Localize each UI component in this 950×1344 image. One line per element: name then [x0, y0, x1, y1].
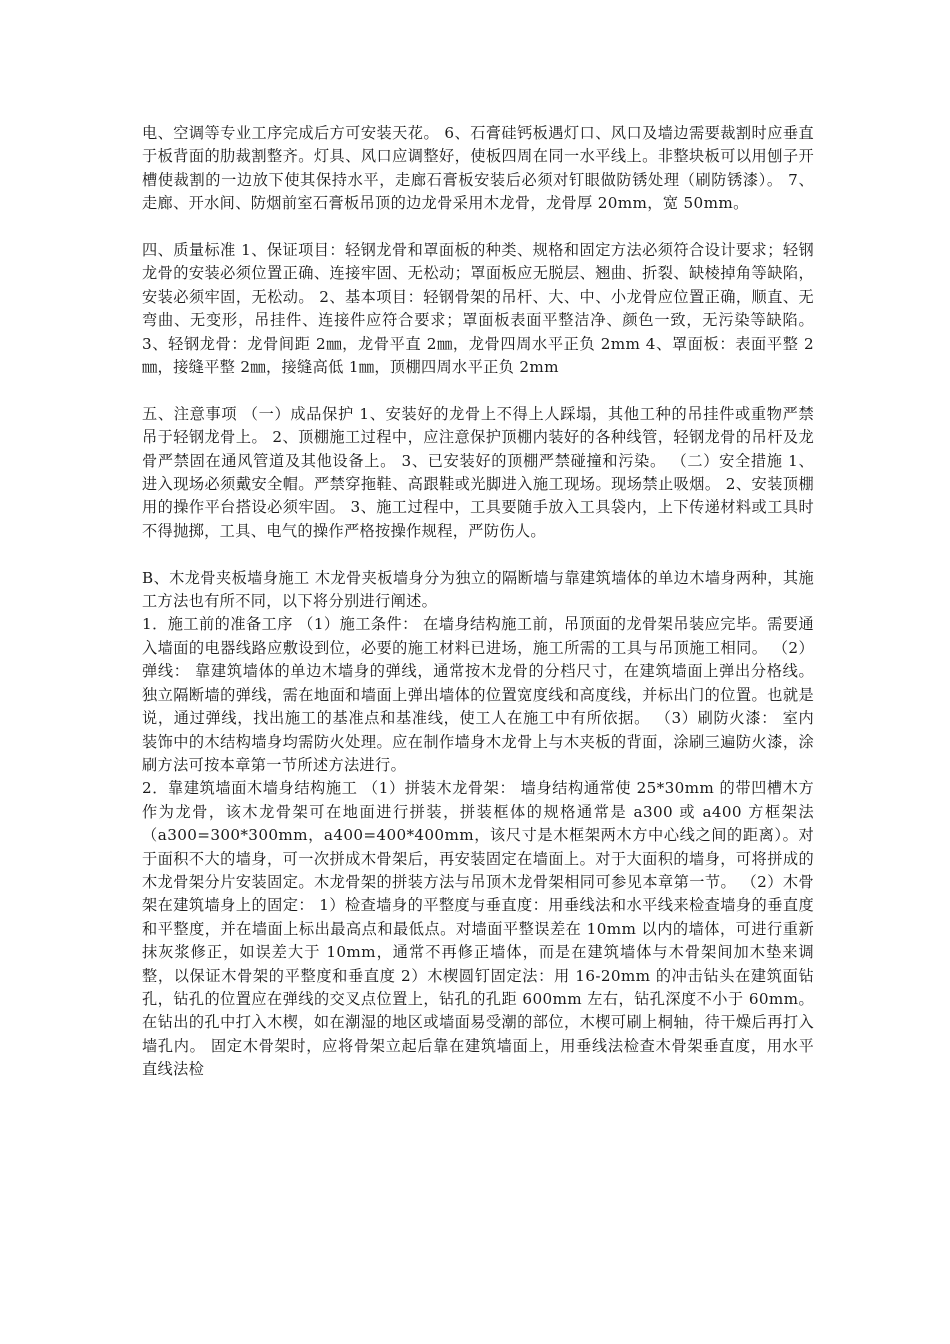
paragraph-wall-structure: 2．靠建筑墙面木墙身结构施工 （1）拼装木龙骨架： 墙身结构通常使 25*30mm 的带凹槽木方作为龙骨，该木龙骨架可在地面进行拼装，拼装框体的规格通常是 a300 或 a400 方框架法（a300=300*300mm，a400=400*400mm，该尺寸是木框架两木方中心线之间的距离）。对于面积不大的墙身，可一次拼成木骨架后，再安装固定在墙面上。对于大面积的墙身，可将拼成的木龙骨架分片安装固定。木龙骨架的拼装方法与吊顶木龙骨架相同可参见本章第一节。 （2）木骨架在建筑墙身上的固定： 1）检查墙身的平整度与垂直度：用垂线法和水平线来检查墙身的垂直度和平整度，并在墙面上标出最高点和最低点。对墙面平整误差在 10mm 以内的墙体，可进行重新抹灰浆修正，如误差大于 10mm，通常不再修正墙体，而是在建筑墙体与木骨架间加木垫来调整，以保证木骨架的平整度和垂直度 2）木楔圆钉固定法：用 16-20mm 的冲击钻头在建筑面钻孔，钻孔的位置应在弹线的交叉点位置上，钻孔的孔距 600mm 左右，钻孔深度不小于 60mm。在钻出的孔中打入木楔，如在潮湿的地区或墙面易受潮的部位，木楔可刷上桐轴，待干燥后再打入墙孔内。 固定木骨架时，应将骨架立起后靠在建筑墙面上，用垂线法检查木骨架垂直度，用水平直线法检: [142, 779, 814, 1079]
paragraph-preparation: 1．施工前的准备工序 （1）施工条件： 在墙身结构施工前，吊顶面的龙骨架吊装应完毕。需要通入墙面的电器线路应敷设到位，必要的施工材料已进场，施工所需的工具与吊顶施工相同。 （2）弹线： 靠建筑墙体的单边木墙身的弹线，通常按木龙骨的分档尺寸，在建筑墙面上弹出分格线。 独立隔断墙的弹线，需在地面和墙面上弹出墙体的位置宽度线和高度线，并标出门的位置。也就是说，通过弹线，找出施工的基准点和基准线，使工人在施工中有所依据。 （3）刷防火漆： 室内装饰中的木结构墙身均需防火处理。应在制作墙身木龙骨上与木夹板的背面，涂刷三遍防火漆，涂刷方法可按本章第一节所述方法进行。: [142, 615, 814, 774]
paragraph-spacer: [142, 216, 814, 239]
paragraph-quality-standards: 四、质量标准 1、保证项目：轻钢龙骨和罩面板的种类、规格和固定方法必须符合设计要求；轻钢龙骨的安装必须位置正确、连接牢固、无松动；罩面板应无脱层、翘曲、折裂、缺棱掉角等缺陷，安装必须牢固，无松动。 2、基本项目：轻钢骨架的吊杆、大、中、小龙骨应位置正确，顺直、无弯曲、无变形，吊挂件、连接件应符合要求；罩面板表面平整洁净、颜色一致，无污染等缺陷。 3、轻钢龙骨：龙骨间距 2㎜，龙骨平直 2㎜，龙骨四周水平正负 2mm 4、罩面板：表面平整 2㎜，接缝平整 2㎜，接缝高低 1㎜，顶棚四周水平正负 2mm: [142, 241, 814, 377]
paragraph-spacer: [142, 379, 814, 402]
paragraph-ceiling-installation: 电、空调等专业工序完成后方可安装天花。 6、石膏硅钙板遇灯口、风口及墙边需要裁割时应垂直于板背面的肋裁割整齐。灯具、风口应调整好，使板四周在同一水平线上。非整块板可以用刨子开槽使裁割的一边放下使其保持水平，走廊石膏板安装后必须对钉眼做防锈处理（刷防锈漆）。 7、走廊、开水间、防烟前室石膏板吊顶的边龙骨采用木龙骨，龙骨厚 20mm，宽 50mm。: [142, 124, 814, 213]
paragraph-wood-keel-intro: B、木龙骨夹板墙身施工 木龙骨夹板墙身分为独立的隔断墙与靠建筑墙体的单边木墙身两种，其施工方法也有所不同，以下将分别进行阐述。: [142, 568, 814, 611]
document-body: [142, 122, 814, 1082]
paragraph-spacer: [142, 543, 814, 566]
paragraph-precautions: 五、注意事项 （一）成品保护 1、安装好的龙骨上不得上人踩塌，其他工种的吊挂件或重物严禁吊于轻钢龙骨上。 2、顶棚施工过程中，应注意保护顶棚内装好的各种线管，轻钢龙骨的吊杆及龙骨严禁固在通风管道及其他设备上。 3、已安装好的顶棚严禁碰撞和污染。 （二）安全措施 1、进入现场必须戴安全帽。严禁穿拖鞋、高跟鞋或光脚进入施工现场。现场禁止吸烟。 2、安装顶棚用的操作平台搭设必须牢固。 3、施工过程中，工具要随手放入工具袋内，上下传递材料或工具时不得抛掷，工具、电气的操作严格按操作规程，严防伤人。: [142, 404, 814, 540]
